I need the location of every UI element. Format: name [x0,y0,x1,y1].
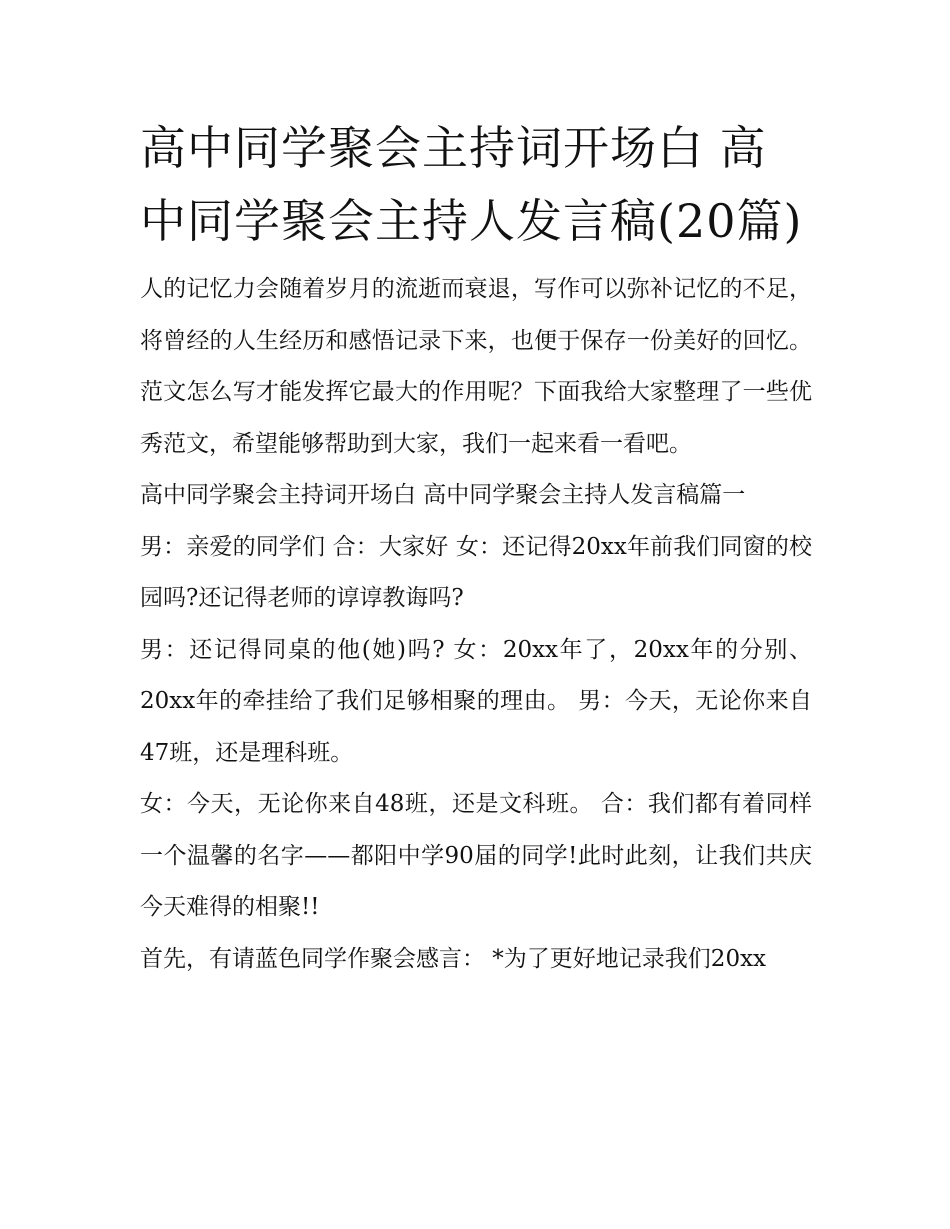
document-page [140,112,812,985]
paragraph-dialogue-2: 男：还记得同桌的他(她)吗? 女：20xx年了，20xx年的分别、20xx年的牵挂给了我们足够相聚的理由。 男：今天，无论你来自47班，还是理科班。 [140,636,812,766]
paragraph-section-heading: 高中同学聚会主持词开场白 高中同学聚会主持人发言稿篇一 [140,482,746,508]
document-title: 高中同学聚会主持词开场白 高中同学聚会主持人发言稿(20篇) [140,121,803,248]
paragraph-intro: 人的记忆力会随着岁月的流逝而衰退，写作可以弥补记忆的不足，将曾经的人生经历和感悟记录下来，也便于保存一份美好的回忆。范文怎么写才能发挥它最大的作用呢？下面我给大家整理了一些优秀范文，希望能够帮助到大家，我们一起来看一看吧。 [140,276,812,457]
paragraph-dialogue-3: 女：今天，无论你来自48班，还是文科班。 合：我们都有着同样一个温馨的名字——都阳中学90届的同学!此时此刻，让我们共庆今天难得的相聚!! [140,791,812,920]
paragraph-dialogue-1: 男：亲爱的同学们 合：大家好 女：还记得20xx年前我们同窗的校园吗?还记得老师的谆谆教诲吗? [140,533,812,611]
paragraph-dialogue-4: 首先，有请蓝色同学作聚会感言： *为了更好地记录我们20xx [140,945,767,972]
